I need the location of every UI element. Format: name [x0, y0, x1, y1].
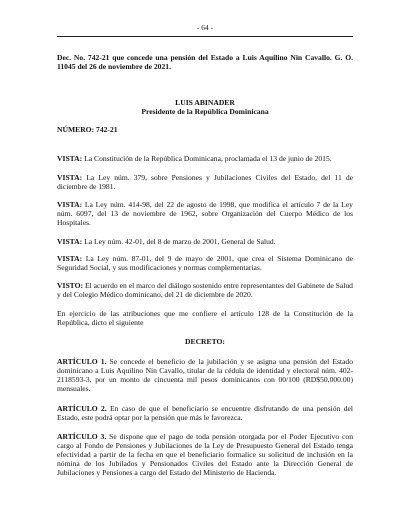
vista-text: La Ley núm. 414-98, del 22 de agosto de 1998, que modifica el artículo 7 de la Ley núm. 6097, del 13 de noviembre de 1962, sobre Organización del Cuerpo Médico de los Hospitales.	[57, 200, 353, 227]
vista-label: VISTA:	[57, 200, 83, 209]
article-text: Se dispone que el pago de toda pensión otorgada por el Poder Ejecutivo con cargo al Fondo de Pensiones y Jubilaciones de la Ley de Presupuesto General del Estado tenga efectividad a partir de la fecha en que el beneficiario formalice su solicitud de inclusión en la nómina de los Jubilados y Pensionados Civiles del Estado ante la Dirección General de Jubilaciones y Pensiones a cargo del Estado del Ministerio de Hacienda.	[57, 432, 353, 477]
preamble: En ejercicio de las atribuciones que me confiere el artículo 128 de la Constitución de la República, dicto el siguiente	[57, 309, 353, 327]
visto-label: VISTO:	[57, 281, 84, 290]
article-label: ARTÍCULO 3.	[57, 432, 107, 441]
vista-text: La Ley núm. 42-01, del 8 de marzo de 2001, General de Salud.	[84, 237, 276, 246]
vista-text: La Ley núm. 379, sobre Pensiones y Jubilaciones Civiles del Estado, del 11 de diciembre de 1981.	[57, 173, 353, 191]
number-label: NÚMERO:	[57, 125, 95, 134]
vista-text: La Constitución de la República Dominicana, proclamada el 13 de junio de 2015.	[84, 154, 332, 163]
vista-paragraph	[57, 238, 353, 247]
visto-paragraph	[57, 282, 353, 300]
vista-paragraph	[57, 155, 353, 164]
article-label: ARTÍCULO 2.	[57, 404, 107, 413]
article-paragraph	[57, 405, 353, 423]
article-text: Se concede el beneficio de la jubilación y se asigna una pensión del Estado dominicano a Luis Aquilino Nin Cavallo, titular de la cédula de identidad y electoral núm. 402-2118593-3, por un monto de cincuenta mil pesos dominicanos con 00/100 (RD$50,000.00) mensuales.	[57, 357, 353, 393]
decreto-heading: DECRETO:	[185, 337, 225, 346]
vista-text: La Ley núm. 87-01, del 9 de mayo de 2001, que crea el Sistema Dominicano de Seguridad Social, y sus modificaciones y normas complementarias.	[57, 254, 353, 272]
page-number: - 64 -	[196, 23, 214, 32]
decree-header: Dec. No. 742-21 que concede una pensión del Estado a Luis Aquilino Nin Cavallo. G. O. 11045 del 26 de noviembre de 2021.	[57, 53, 353, 71]
vista-label: VISTA:	[57, 237, 83, 246]
vista-paragraph	[57, 255, 353, 273]
vista-label: VISTA:	[57, 173, 83, 182]
vista-paragraph	[57, 174, 353, 192]
vista-paragraph	[57, 201, 353, 228]
article-paragraph	[57, 358, 353, 394]
signatory-name: LUIS ABINADER	[175, 98, 235, 107]
article-paragraph	[57, 433, 353, 478]
number-value: 742-21	[96, 125, 118, 134]
decree-number	[57, 126, 353, 135]
visto-text: El acuerdo en el marco del diálogo sostenido entre representantes del Gabinete de Salud y del Colegio Médico dominicano, del 21 de diciembre de 2020.	[57, 281, 353, 299]
signatory-title: Presidente de la República Dominicana	[141, 107, 269, 116]
vista-label: VISTA:	[57, 154, 83, 163]
article-label: ARTÍCULO 1.	[57, 357, 107, 366]
header-rule	[57, 36, 353, 37]
article-text: En caso de que el beneficiario se encuentre disfrutando de una pensión del Estado, este podrá optar por la pensión que más le favorezca.	[57, 404, 353, 422]
vista-label: VISTA:	[57, 254, 83, 263]
